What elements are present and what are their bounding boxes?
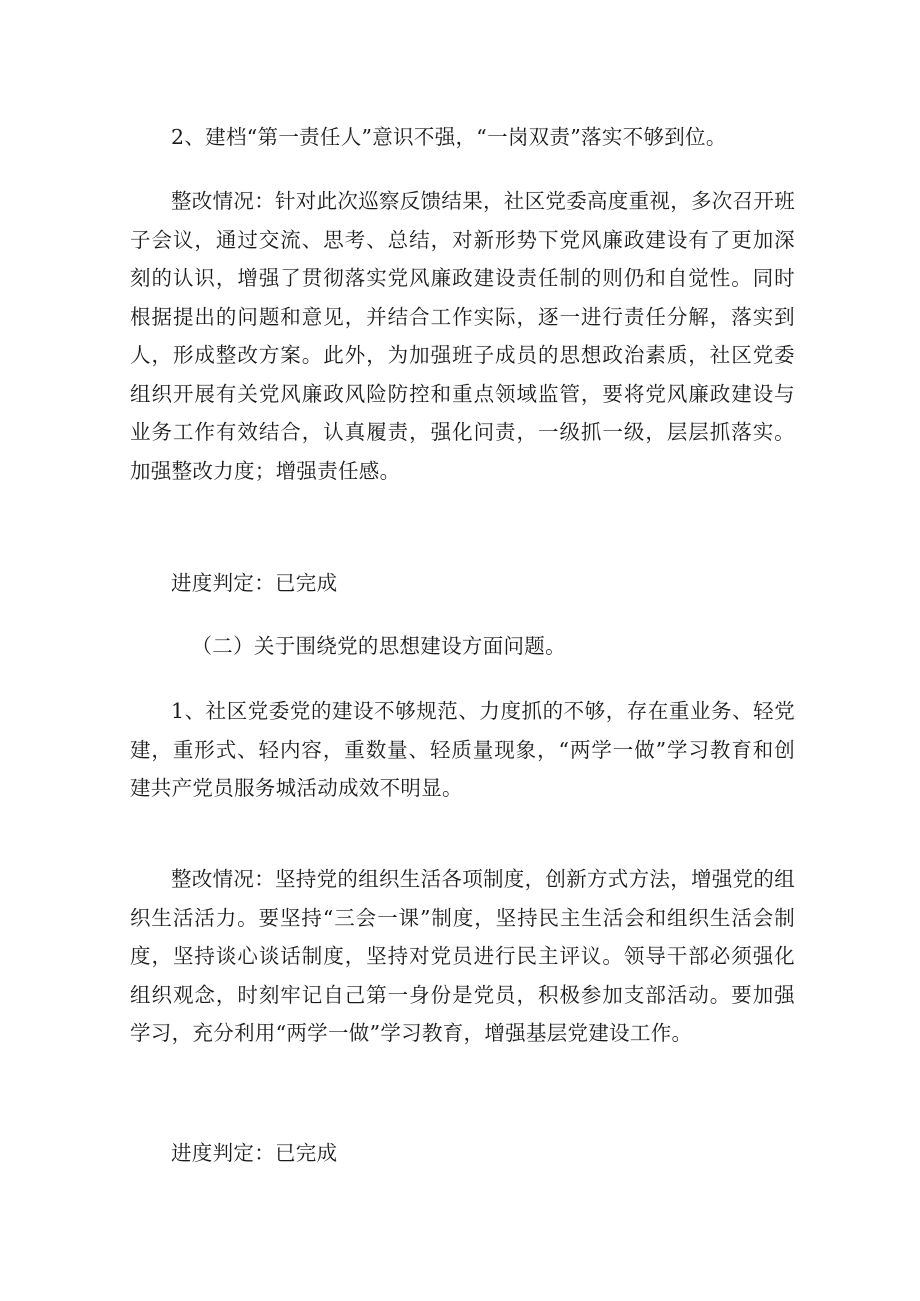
section-2-heading: （二）关于围绕党的思想建设方面问题。 xyxy=(191,634,566,658)
item-2-rectification: 整改情况：针对此次巡察反馈结果，社区党委高度重视，多次召开班子会议，通过交流、思考、总结，对新形势下党风廉政建设有了更加深刻的认识，增强了贯彻落实党风廉政建设责任制的则仍和自觉性。同时根据提出的问题和意见，并结合工作实际，逐一进行责任分解，落实到人，形成整改方案。此外，为加强班子成员的思想政治素质，社区党委组织开展有关党风廉政风险防控和重点领域监管，要将党风廉政建设与业务工作有效结合，认真履责，强化问责，一级抓一级，层层抓落实。加强整改力度；增强责任感。 xyxy=(130,189,795,483)
item-1-rectification: 整改情况：坚持党的组织生活各项制度，创新方式方法，增强党的组织生活活力。要坚持“三会一课”制度，坚持民主生活会和组织生活会制度，坚持谈心谈话制度，坚持对党员进行民主评议。领导干部必须强化组织观念，时刻牢记自己第一身份是党员，积极参加支部活动。要加强学习，充分利用“两学一做”学习教育，增强基层党建设工作。 xyxy=(130,867,795,1045)
item-1-title: 1、社区党委党的建设不够规范、力度抓的不够，存在重业务、轻党建，重形式、轻内容，重数量、轻质量现象，“两学一做”学习教育和创建共产党员服务城活动成效不明显。 xyxy=(130,699,795,800)
item-2-progress: 进度判定：已完成 xyxy=(171,571,338,595)
item-2-title: 2、建档“第一责任人”意识不强，“一岗双责”落实不够到位。 xyxy=(171,125,727,149)
item-1-progress: 进度判定：已完成 xyxy=(171,1141,338,1165)
